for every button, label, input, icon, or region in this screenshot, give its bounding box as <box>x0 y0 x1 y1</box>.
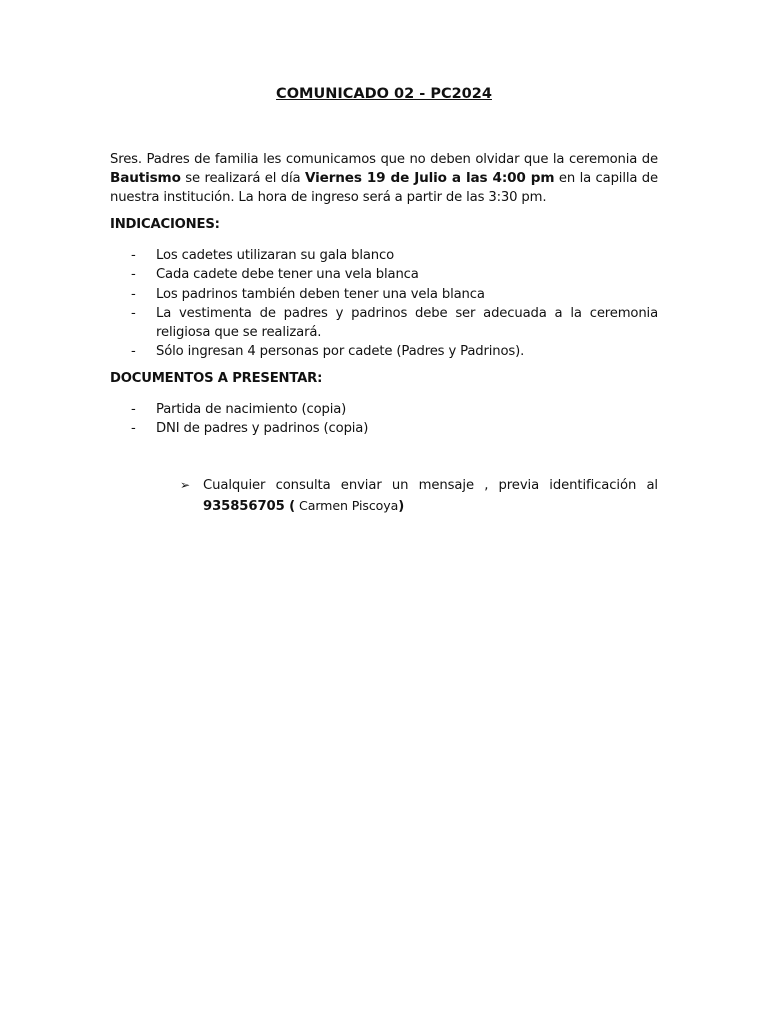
list-item <box>110 285 658 304</box>
list-item-text: DNI de padres y padrinos (copia) <box>156 421 369 437</box>
list-item-text: La vestimenta de padres y padrinos debe ser adecuada a la ceremonia religiosa que se realizará. <box>156 305 658 341</box>
dash-bullet: - <box>131 344 136 360</box>
indicaciones-heading: INDICACIONES: <box>110 217 220 232</box>
dash-bullet: - <box>131 286 136 302</box>
intro-paragraph <box>110 150 658 207</box>
list-item <box>110 265 658 284</box>
list-item-text: Partida de nacimiento (copia) <box>156 402 347 417</box>
indicaciones-list <box>110 246 658 362</box>
contact-note <box>180 476 658 516</box>
dash-bullet: - <box>131 305 136 321</box>
intro-text-3: en la capilla de nuestra institución. La hora de ingreso será a partir de las 3:30 pm. <box>110 171 658 205</box>
contact-phone: 935856705 ( <box>203 498 296 514</box>
arrow-bullet-icon: ➢ <box>180 478 190 492</box>
list-item <box>110 400 658 419</box>
intro-bold-bautismo: Bautismo <box>110 170 181 186</box>
contact-note-text <box>203 476 658 516</box>
intro-bold-date: Viernes 19 de Julio a las 4:00 pm <box>304 170 555 186</box>
document-title: COMUNICADO 02 - PC2024 <box>276 86 492 102</box>
contact-note-message: Cualquier consulta enviar un mensaje , previa identificación al <box>203 478 658 493</box>
dash-bullet: - <box>131 267 136 283</box>
list-item-text: Sólo ingresan 4 personas por cadete (Padres y Padrinos). <box>156 344 525 360</box>
list-item <box>110 304 658 343</box>
contact-name: Carmen Piscoya <box>295 497 399 513</box>
list-item-text: Los cadetes utilizaran su gala blanco <box>156 248 395 263</box>
list-item-text: Cada cadete debe tener una vela blanca <box>156 267 419 283</box>
dash-bullet: - <box>131 402 136 417</box>
list-item <box>110 419 658 438</box>
list-item-text: Los padrinos también deben tener una vela blanca <box>156 286 485 302</box>
documentos-list <box>110 400 658 439</box>
intro-text-1: Sres. Padres de familia les comunicamos que no deben olvidar que la ceremonia de <box>110 152 658 167</box>
list-item <box>110 342 658 361</box>
dash-bullet: - <box>131 421 136 437</box>
dash-bullet: - <box>131 248 136 263</box>
contact-close-paren: ) <box>398 498 405 514</box>
list-item <box>110 246 658 265</box>
intro-text-2: se realizará el día <box>180 171 305 186</box>
documentos-heading: DOCUMENTOS A PRESENTAR: <box>110 371 323 386</box>
